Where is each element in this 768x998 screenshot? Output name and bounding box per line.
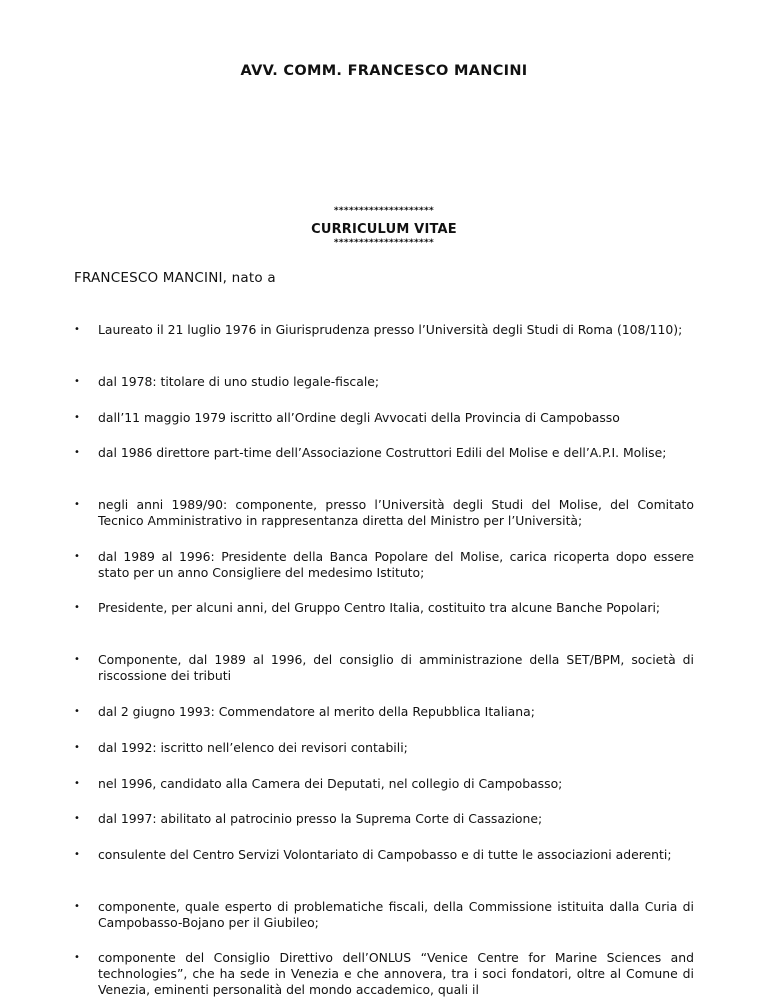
cv-item-text: Laureato il 21 luglio 1976 in Giurisprudenza presso l’Università degli Studi di Roma (108/110); [98, 322, 683, 337]
cv-item-text: dal 1978: titolare di uno studio legale-fiscale; [98, 374, 380, 389]
bullet-icon: • [74, 324, 80, 335]
bullet-icon: • [74, 602, 80, 613]
cv-item-text: dal 1997: abilitato al patrocinio presso la Suprema Corte di Cassazione; [98, 811, 543, 826]
cv-item-text: consulente del Centro Servizi Volontariato di Campobasso e di tutte le associazioni aderenti; [98, 847, 672, 862]
cv-item-text: dall’11 maggio 1979 iscritto all’Ordine degli Avvocati della Provincia di Campobasso [98, 410, 620, 425]
cv-item-text: negli anni 1989/90: componente, presso l’Università degli Studi del Molise, del Comitato Tecnico Amministrativo in rappresentanza diretta del Ministro per l’Università; [98, 497, 694, 528]
bullet-icon: • [74, 849, 80, 860]
cv-item-text: dal 1989 al 1996: Presidente della Banca Popolare del Molise, carica ricoperta dopo essere stato per un anno Consigliere del medesimo Istituto; [98, 549, 694, 580]
bullet-icon: • [74, 654, 80, 665]
cv-item-text: dal 2 giugno 1993: Commendatore al merito della Repubblica Italiana; [98, 704, 535, 719]
bullet-icon: • [74, 901, 80, 912]
cv-item-text: Presidente, per alcuni anni, del Gruppo Centro Italia, costituito tra alcune Banche Popolari; [98, 600, 661, 615]
bullet-icon: • [74, 813, 80, 824]
bullet-icon: • [74, 499, 80, 510]
bullet-icon: • [74, 376, 80, 387]
document-title: AVV. COMM. FRANCESCO MANCINI [240, 63, 528, 79]
cv-item-text: dal 1992: iscritto nell’elenco dei revisori contabili; [98, 740, 408, 755]
bullet-icon: • [74, 551, 80, 562]
cv-item-text: nel 1996, candidato alla Camera dei Deputati, nel collegio di Campobasso; [98, 776, 563, 791]
bullet-icon: • [74, 412, 80, 423]
bullet-icon: • [74, 952, 80, 963]
bullet-icon: • [74, 706, 80, 717]
bullet-icon: • [74, 778, 80, 789]
bullet-icon: • [74, 742, 80, 753]
decorative-stars-bottom: ******************** [333, 238, 435, 248]
cv-item-text: dal 1986 direttore part-time dell’Associazione Costruttori Edili del Molise e dell’A.P.I. Molise; [98, 445, 667, 460]
decorative-stars-top: ******************** [333, 206, 435, 216]
cv-item-text: componente del Consiglio Direttivo dell’ONLUS “Venice Centre for Marine Sciences and technologies”, che ha sede in Venezia e che annovera, tra i soci fondatori, oltre al Comune di Venezia, eminenti personalità del mondo accademico, quali il [98, 950, 694, 997]
cv-item-text: Componente, dal 1989 al 1996, del consiglio di amministrazione della SET/BPM, società di riscossione dei tributi [98, 652, 694, 683]
cv-item-text: componente, quale esperto di problematiche fiscali, della Commissione istituita dalla Curia di Campobasso-Bojano per il Giubileo; [98, 899, 694, 930]
cv-heading: CURRICULUM VITAE [311, 222, 457, 237]
intro-line: FRANCESCO MANCINI, nato a [74, 270, 276, 286]
bullet-icon: • [74, 447, 80, 458]
